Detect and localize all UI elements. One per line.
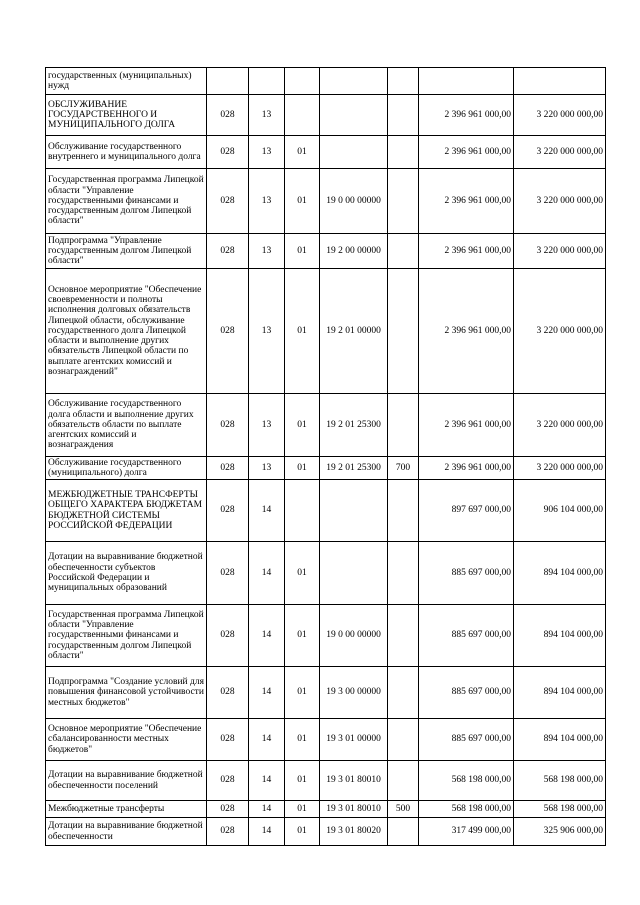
expense-type-cell [388, 269, 419, 394]
expense-type-cell: 500 [388, 801, 419, 818]
department-code-cell: 028 [207, 480, 249, 542]
expense-name-cell: государственных (муниципальных) нужд [46, 68, 207, 95]
section-code-cell: 13 [249, 457, 285, 480]
amount-year1-cell: 2 396 961 000,00 [419, 457, 514, 480]
target-article-cell: 19 2 01 00000 [320, 269, 388, 394]
target-article-cell: 19 2 01 25300 [320, 457, 388, 480]
subsection-code-cell: 01 [285, 234, 320, 269]
section-code-cell: 13 [249, 169, 285, 234]
amount-year1-cell: 568 198 000,00 [419, 801, 514, 818]
expense-type-cell: 700 [388, 457, 419, 480]
department-code-cell: 028 [207, 169, 249, 234]
department-code-cell: 028 [207, 667, 249, 719]
table-row [46, 169, 606, 234]
amount-year1-cell: 2 396 961 000,00 [419, 234, 514, 269]
table-row [46, 719, 606, 761]
amount-year1-cell: 2 396 961 000,00 [419, 95, 514, 136]
section-code-cell: 14 [249, 719, 285, 761]
expense-name-cell: Межбюджетные трансферты [46, 801, 207, 818]
section-code-cell [249, 68, 285, 95]
expense-name-cell: Обслуживание государственного долга области и выполнение других обязательств области по выплате агентских комиссий и вознаграждения [46, 394, 207, 457]
expense-name-cell: Дотации на выравнивание бюджетной обеспеченности поселений [46, 761, 207, 801]
amount-year1-cell: 885 697 000,00 [419, 542, 514, 605]
target-article-cell: 19 0 00 00000 [320, 169, 388, 234]
section-code-cell: 13 [249, 136, 285, 169]
expense-type-cell [388, 605, 419, 667]
expense-type-cell [388, 818, 419, 846]
subsection-code-cell: 01 [285, 818, 320, 846]
target-article-cell [320, 95, 388, 136]
department-code-cell: 028 [207, 761, 249, 801]
subsection-code-cell: 01 [285, 667, 320, 719]
amount-year2-cell: 894 104 000,00 [514, 667, 606, 719]
section-code-cell: 14 [249, 761, 285, 801]
expense-type-cell [388, 542, 419, 605]
target-article-cell [320, 68, 388, 95]
section-code-cell: 14 [249, 667, 285, 719]
amount-year2-cell: 3 220 000 000,00 [514, 457, 606, 480]
expense-type-cell [388, 719, 419, 761]
expense-type-cell [388, 761, 419, 801]
expense-type-cell [388, 667, 419, 719]
subsection-code-cell: 01 [285, 761, 320, 801]
amount-year2-cell: 3 220 000 000,00 [514, 269, 606, 394]
table-row [46, 234, 606, 269]
amount-year1-cell: 317 499 000,00 [419, 818, 514, 846]
table-row [46, 480, 606, 542]
subsection-code-cell: 01 [285, 136, 320, 169]
subsection-code-cell: 01 [285, 605, 320, 667]
department-code-cell: 028 [207, 234, 249, 269]
target-article-cell: 19 2 01 25300 [320, 394, 388, 457]
expense-type-cell [388, 136, 419, 169]
table-row [46, 269, 606, 394]
expense-name-cell: МЕЖБЮДЖЕТНЫЕ ТРАНСФЕРТЫ ОБЩЕГО ХАРАКТЕРА БЮДЖЕТАМ БЮДЖЕТНОЙ СИСТЕМЫ РОССИЙСКОЙ ФЕДЕРАЦИИ [46, 480, 207, 542]
amount-year2-cell: 568 198 000,00 [514, 761, 606, 801]
amount-year1-cell [419, 68, 514, 95]
section-code-cell: 14 [249, 818, 285, 846]
department-code-cell: 028 [207, 605, 249, 667]
subsection-code-cell: 01 [285, 457, 320, 480]
expense-type-cell [388, 169, 419, 234]
expense-name-cell: Дотации на выравнивание бюджетной обеспеченности [46, 818, 207, 846]
section-code-cell: 14 [249, 542, 285, 605]
amount-year2-cell: 3 220 000 000,00 [514, 169, 606, 234]
target-article-cell: 19 3 01 80010 [320, 801, 388, 818]
target-article-cell: 19 3 01 00000 [320, 719, 388, 761]
expense-type-cell [388, 480, 419, 542]
target-article-cell [320, 136, 388, 169]
section-code-cell: 13 [249, 394, 285, 457]
target-article-cell [320, 542, 388, 605]
table-row [46, 801, 606, 818]
table-row [46, 68, 606, 95]
table-row [46, 761, 606, 801]
table-row [46, 818, 606, 846]
expense-name-cell: Государственная программа Липецкой области "Управление государственными финансами и государственным долгом Липецкой области" [46, 605, 207, 667]
subsection-code-cell: 01 [285, 169, 320, 234]
section-code-cell: 14 [249, 480, 285, 542]
department-code-cell: 028 [207, 394, 249, 457]
expense-name-cell: Подпрограмма "Управление государственным долгом Липецкой области" [46, 234, 207, 269]
expense-name-cell: Обслуживание государственного внутреннего и муниципального долга [46, 136, 207, 169]
table-row [46, 95, 606, 136]
amount-year1-cell: 885 697 000,00 [419, 605, 514, 667]
expense-name-cell: Подпрограмма "Создание условий для повышения финансовой устойчивости местных бюджетов" [46, 667, 207, 719]
expense-type-cell [388, 95, 419, 136]
target-article-cell: 19 3 01 80010 [320, 761, 388, 801]
table-row [46, 605, 606, 667]
table-row [46, 457, 606, 480]
subsection-code-cell: 01 [285, 542, 320, 605]
amount-year2-cell: 894 104 000,00 [514, 542, 606, 605]
subsection-code-cell: 01 [285, 269, 320, 394]
expense-name-cell: Основное мероприятие "Обеспечение своевременности и полноты исполнения долговых обязательств Липецкой области, обслуживание государственного долга Липецкой области и выполнение других обязательств Липецкой области по выплате агентских комиссий и вознаграждений" [46, 269, 207, 394]
expense-type-cell [388, 394, 419, 457]
table-row [46, 394, 606, 457]
department-code-cell: 028 [207, 457, 249, 480]
amount-year1-cell: 2 396 961 000,00 [419, 136, 514, 169]
section-code-cell: 14 [249, 801, 285, 818]
department-code-cell [207, 68, 249, 95]
section-code-cell: 14 [249, 605, 285, 667]
subsection-code-cell: 01 [285, 801, 320, 818]
amount-year1-cell: 885 697 000,00 [419, 667, 514, 719]
amount-year2-cell: 3 220 000 000,00 [514, 394, 606, 457]
section-code-cell: 13 [249, 269, 285, 394]
section-code-cell: 13 [249, 95, 285, 136]
expense-type-cell [388, 234, 419, 269]
department-code-cell: 028 [207, 95, 249, 136]
amount-year1-cell: 897 697 000,00 [419, 480, 514, 542]
expense-name-cell: Дотации на выравнивание бюджетной обеспеченности субъектов Российской Федерации и муниципальных образований [46, 542, 207, 605]
section-code-cell: 13 [249, 234, 285, 269]
subsection-code-cell: 01 [285, 394, 320, 457]
department-code-cell: 028 [207, 801, 249, 818]
department-code-cell: 028 [207, 269, 249, 394]
amount-year1-cell: 2 396 961 000,00 [419, 269, 514, 394]
expense-name-cell: Основное мероприятие "Обеспечение сбалансированности местных бюджетов" [46, 719, 207, 761]
target-article-cell [320, 480, 388, 542]
target-article-cell: 19 3 00 00000 [320, 667, 388, 719]
amount-year1-cell: 568 198 000,00 [419, 761, 514, 801]
department-code-cell: 028 [207, 136, 249, 169]
expense-type-cell [388, 68, 419, 95]
expense-name-cell: Обслуживание государственного (муниципального) долга [46, 457, 207, 480]
table-row [46, 667, 606, 719]
amount-year2-cell: 894 104 000,00 [514, 719, 606, 761]
target-article-cell: 19 0 00 00000 [320, 605, 388, 667]
amount-year2-cell: 3 220 000 000,00 [514, 95, 606, 136]
department-code-cell: 028 [207, 719, 249, 761]
expense-name-cell: ОБСЛУЖИВАНИЕ ГОСУДАРСТВЕННОГО И МУНИЦИПАЛЬНОГО ДОЛГА [46, 95, 207, 136]
amount-year1-cell: 2 396 961 000,00 [419, 169, 514, 234]
expense-name-cell: Государственная программа Липецкой области "Управление государственными финансами и государственным долгом Липецкой области" [46, 169, 207, 234]
target-article-cell: 19 2 00 00000 [320, 234, 388, 269]
table-row [46, 542, 606, 605]
department-code-cell: 028 [207, 542, 249, 605]
amount-year2-cell: 3 220 000 000,00 [514, 234, 606, 269]
table-row [46, 136, 606, 169]
amount-year2-cell: 906 104 000,00 [514, 480, 606, 542]
department-code-cell: 028 [207, 818, 249, 846]
amount-year2-cell: 894 104 000,00 [514, 605, 606, 667]
amount-year1-cell: 2 396 961 000,00 [419, 394, 514, 457]
subsection-code-cell [285, 95, 320, 136]
amount-year1-cell: 885 697 000,00 [419, 719, 514, 761]
amount-year2-cell: 568 198 000,00 [514, 801, 606, 818]
subsection-code-cell: 01 [285, 719, 320, 761]
table-body [46, 68, 606, 846]
amount-year2-cell: 3 220 000 000,00 [514, 136, 606, 169]
amount-year2-cell [514, 68, 606, 95]
budget-table [45, 67, 606, 846]
subsection-code-cell [285, 480, 320, 542]
subsection-code-cell [285, 68, 320, 95]
target-article-cell: 19 3 01 80020 [320, 818, 388, 846]
amount-year2-cell: 325 906 000,00 [514, 818, 606, 846]
